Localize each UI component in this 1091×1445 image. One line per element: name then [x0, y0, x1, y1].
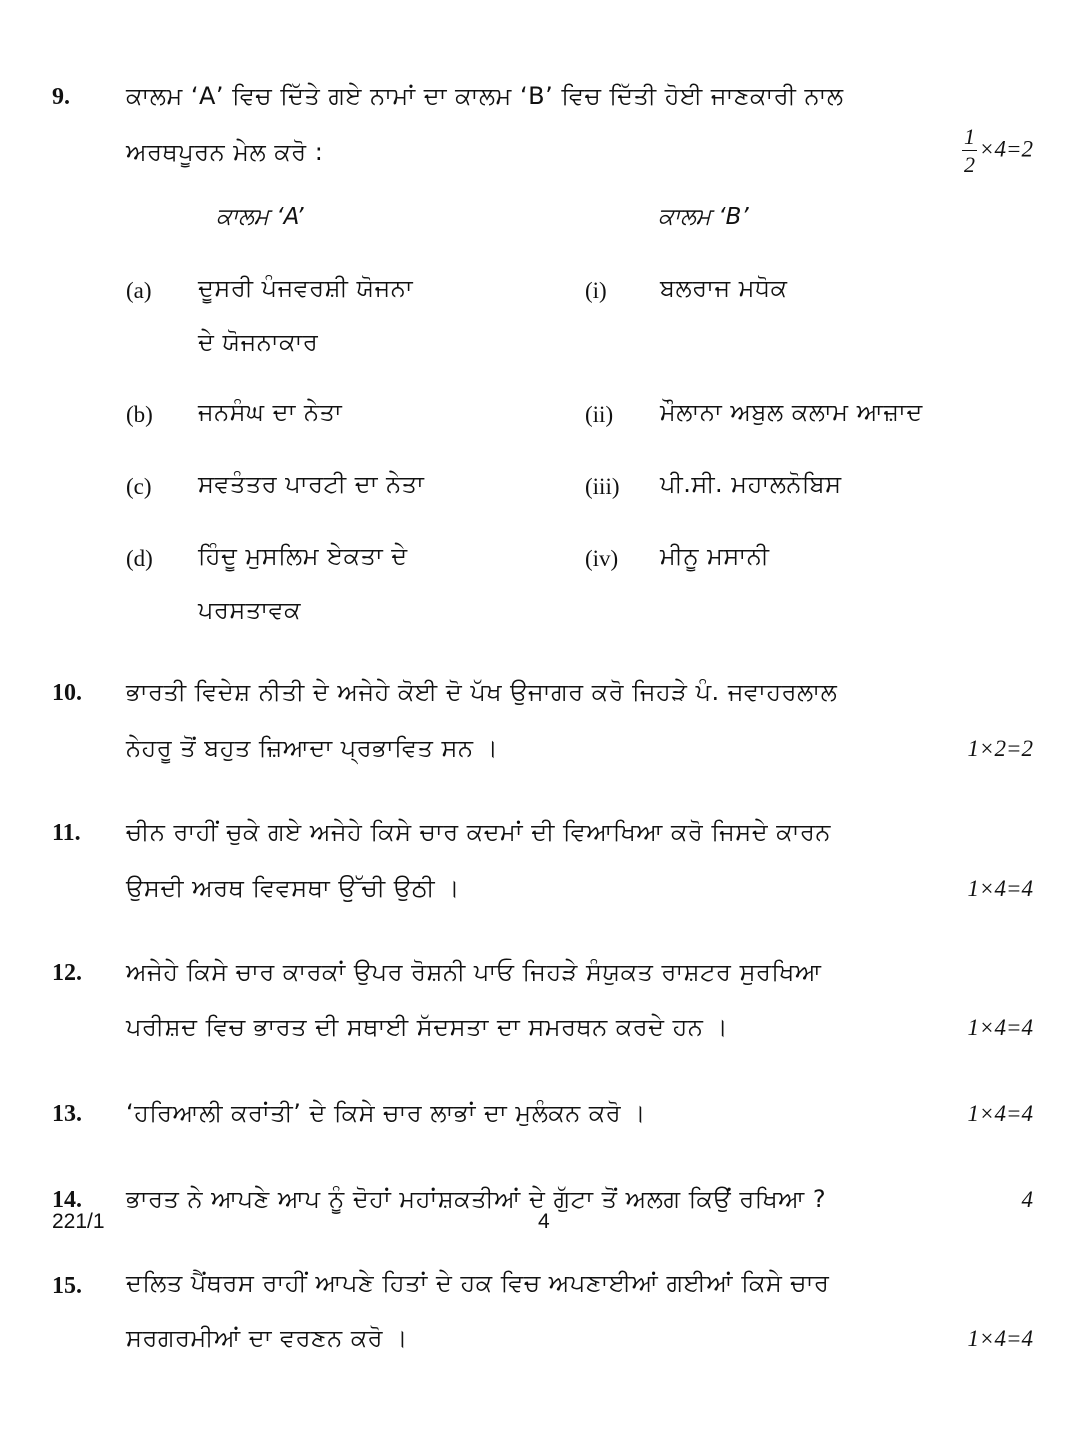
- column-a-item: ਜਨਸੰਘ ਦਾ ਨੇਤਾ: [198, 398, 343, 426]
- question-text-line: ਅਜੇਹੇ ਕਿਸੇ ਚਾਰ ਕਾਰਕਾਂ ਉਪਰ ਰੋਸ਼ਨੀ ਪਾਓ ਜਿਹੜੇ ਸੰਯੁਕਤ ਰਾਸ਼ਟਰ ਸੁਰਖਿਆ: [126, 958, 822, 986]
- column-b-item: ਬਲਰਾਜ ਮਧੋਕ: [660, 274, 788, 302]
- question-text-line: ਸਰਗਰਮੀਆਂ ਦਾ ਵਰਣਨ ਕਰੋ ।: [126, 1324, 408, 1352]
- fraction-denominator: 2: [963, 152, 975, 177]
- question-text-line: ‘ਹਰਿਆਲੀ ਕਰਾਂਤੀ’ ਦੇ ਕਿਸੇ ਚਾਰ ਲਾਭਾਂ ਦਾ ਮੁਲੰਕਨ ਕਰੋ ।: [126, 1099, 646, 1127]
- question-number: 10.: [52, 680, 82, 706]
- question-number: 15.: [52, 1273, 82, 1299]
- question-number: 12.: [52, 960, 82, 986]
- question-text-line: ਭਾਰਤੀ ਵਿਦੇਸ਼ ਨੀਤੀ ਦੇ ਅਜੇਹੇ ਕੋਈ ਦੋ ਪੱਖ ਉਜਾਗਰ ਕਰੋ ਜਿਹੜੇ ਪੰ. ਜਵਾਹਰਲਾਲ: [126, 678, 838, 706]
- column-a-item: ਪਰਸਤਾਵਕ: [198, 596, 301, 624]
- question-text-line: ਨੇਹਰੂ ਤੋਂ ਬਹੁਤ ਜ਼ਿਆਦਾ ਪ੍ਰਭਾਵਿਤ ਸਨ ।: [126, 734, 499, 762]
- marks: 1×4=4: [967, 1326, 1033, 1351]
- column-a-item: ਦੇ ਯੋਜਨਾਕਾਰ: [198, 328, 319, 356]
- marks-fraction: [962, 126, 977, 176]
- question-number: 11.: [52, 820, 81, 846]
- page-number: 4: [538, 1210, 550, 1233]
- item-label: (c): [126, 474, 152, 499]
- column-a-heading: ਕਾਲਮ ‘A’: [216, 204, 304, 230]
- column-a-item: ਹਿੰਦੂ ਮੁਸਲਿਮ ਏਕਤਾ ਦੇ: [198, 542, 408, 570]
- item-label: (a): [126, 278, 152, 303]
- column-b-item: ਮੌਲਾਨਾ ਅਬੁਲ ਕਲਾਮ ਆਜ਼ਾਦ: [660, 398, 923, 426]
- column-a-item: ਸਵਤੰਤਰ ਪਾਰਟੀ ਦਾ ਨੇਤਾ: [198, 470, 425, 498]
- column-b-heading: ਕਾਲਮ ‘B’: [658, 204, 749, 230]
- question-number: 13.: [52, 1101, 82, 1127]
- marks: 4: [1021, 1187, 1033, 1212]
- question-text-line: ਦਲਿਤ ਪੈਂਥਰਸ ਰਾਹੀਂ ਆਪਣੇ ਹਿਤਾਂ ਦੇ ਹਕ ਵਿਚ ਅਪਣਾਈਆਂ ਗਈਆਂ ਕਿਸੇ ਚਾਰ: [126, 1269, 830, 1297]
- question-text-line: ਪਰੀਸ਼ਦ ਵਿਚ ਭਾਰਤ ਦੀ ਸਥਾਈ ਸੱਦਸਤਾ ਦਾ ਸਮਰਥਨ ਕਰਦੇ ਹਨ ।: [126, 1013, 729, 1041]
- marks: 1×4=4: [967, 1015, 1033, 1040]
- marks: 1×4=4: [967, 876, 1033, 901]
- question-text-line: ਚੀਨ ਰਾਹੀਂ ਚੁਕੇ ਗਏ ਅਜੇਹੇ ਕਿਸੇ ਚਾਰ ਕਦਮਾਂ ਦੀ ਵਿਆਖਿਆ ਕਰੋ ਜਿਸਦੇ ਕਾਰਨ: [126, 818, 831, 846]
- fraction-numerator: 1: [963, 124, 975, 149]
- item-label: (iv): [585, 546, 619, 571]
- column-b-item: ਪੀ.ਸੀ. ਮਹਾਲਨੋਬਿਸ: [660, 470, 842, 498]
- item-label: (ii): [585, 402, 614, 427]
- item-label: (d): [126, 546, 153, 571]
- question-text-line: ਭਾਰਤ ਨੇ ਆਪਣੇ ਆਪ ਨੂੰ ਦੋਹਾਂ ਮਹਾਂਸ਼ਕਤੀਆਂ ਦੇ ਗੁੱਟਾ ਤੋਂ ਅਲਗ ਕਿਉਂ ਰਖਿਆ ?: [126, 1185, 827, 1213]
- marks: 1×2=2: [967, 736, 1033, 761]
- question-number: 14.: [52, 1187, 82, 1213]
- item-label: (b): [126, 402, 153, 427]
- question-text-line: ਕਾਲਮ ‘A’ ਵਿਚ ਦਿੱਤੇ ਗਏ ਨਾਮਾਂ ਦਾ ਕਾਲਮ ‘B’ ਵਿਚ ਦਿੱਤੀ ਹੋਈ ਜਾਣਕਾਰੀ ਨਾਲ: [126, 82, 844, 110]
- paper-code: 221/1: [52, 1210, 105, 1233]
- marks: 1×4=4: [967, 1101, 1033, 1126]
- column-a-item: ਦੂਸਰੀ ਪੰਜਵਰਸ਼ੀ ਯੋਜਨਾ: [198, 274, 414, 302]
- item-label: (i): [585, 278, 607, 303]
- question-text-line: ਉਸਦੀ ਅਰਥ ਵਿਵਸਥਾ ਉੱਚੀ ਉਠੀ ।: [126, 874, 460, 902]
- item-label: (iii): [585, 474, 620, 499]
- question-number: 9.: [52, 84, 70, 110]
- marks: [962, 126, 1033, 176]
- column-b-item: ਮੀਨੂ ਮਸਾਨੀ: [660, 542, 770, 570]
- question-text-line: ਅਰਥਪੂਰਨ ਮੇਲ ਕਰੋ :: [126, 138, 324, 166]
- marks-multiplier: ×4=2: [978, 136, 1033, 162]
